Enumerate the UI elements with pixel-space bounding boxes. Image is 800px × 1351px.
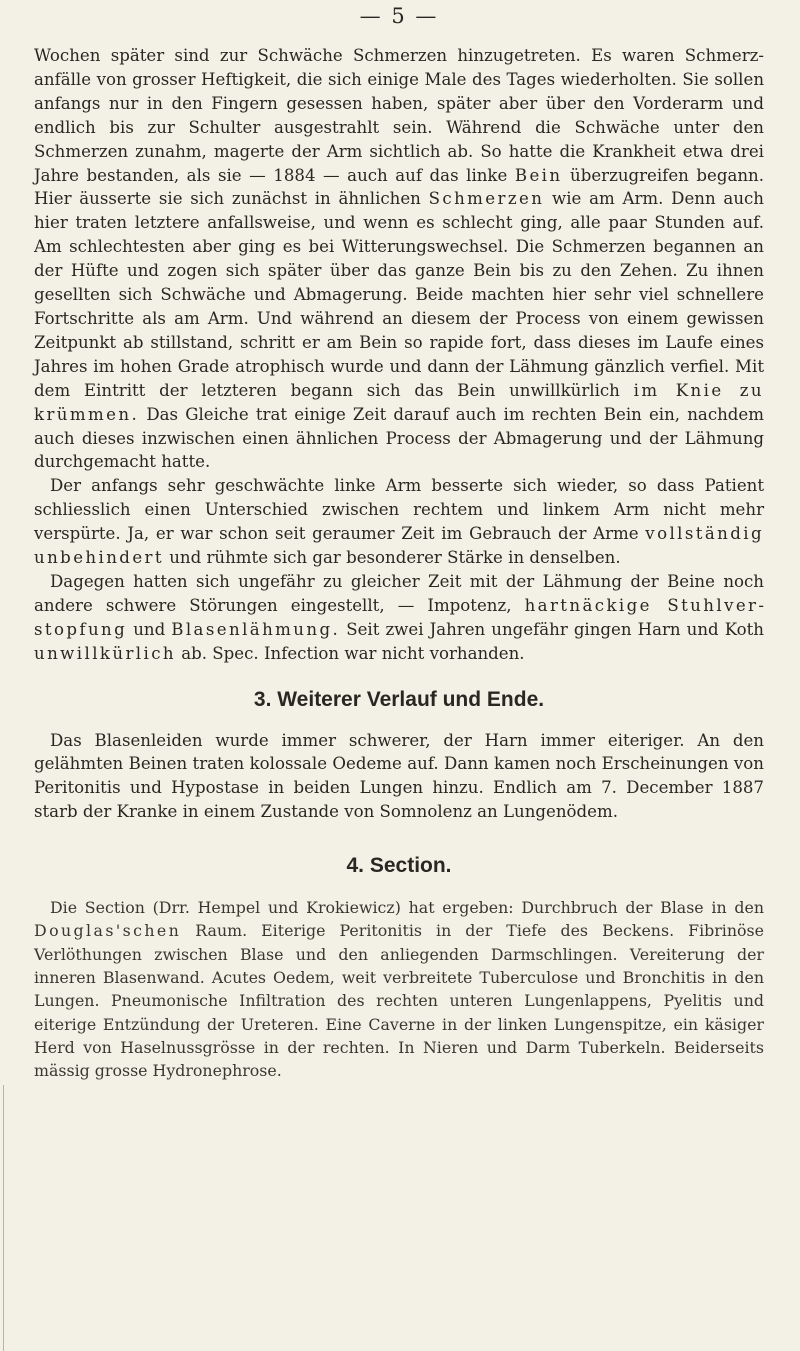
section-heading-4: 4. Section. xyxy=(346,854,452,878)
spaced-emphasis: im Knie zu krümmen. xyxy=(34,380,764,424)
text-run: Die Section (Drr. Hempel und Krokiewicz) hat ergeben: Durchbruch der Blase in den xyxy=(50,898,764,918)
text-run: ab. Spec. Infection war nicht vorhanden. xyxy=(175,643,525,663)
section-3-paragraph: Das Blasenleiden wurde immer schwerer, der Harn immer eiteriger. An den gelähmten Beinen traten kolossale Oedeme auf. Dann kamen noch Erscheinungen von Peritonitis und Hypostase in beiden Lungen hinzu. Endlich am 7. December 1887 starb der Kranke in einem Zustande von Somnolenz an Lungenödem. xyxy=(34,730,764,822)
text-run: wie am Arm. Denn auch hier traten letztere anfallsweise, und wenn es schlecht ging, alle paar Stunden auf. Am schlechtesten aber ging es bei Witterungswechsel. Die Schmerzen begannen an der Hüfte und zogen sich später über das ganze Bein bis zu den Zehen. Zu ihnen gesellten sich Schwäche und Abmagerung. Beide machten hier sehr viel schnellere Fortschritte als am Arm. Und während an diesem der Process von einem gewissen Zeitpunkt ab stillstand, schritt er am Bein so rapide fort, dass dieses im Laufe eines Jahres im hohen Grade atrophisch wurde und dann der Lähmung gänzlich verfiel. Mit dem Eintritt der letzteren begann sich das Bein unwillkürlich xyxy=(34,189,764,400)
body-paragraph-3 xyxy=(34,570,764,666)
page-number: — 5 — xyxy=(359,4,439,28)
text-run: Wochen später sind zur Schwäche Schmerzen hinzugetreten. Es waren Schmerzanfälle von grosser Heftigkeit, die sich einige Male des Tages wiederholten. Sie sollen anfangs nur in den Fingern gesessen haben, später aber über den Vorderarm und endlich bis zur Schulter ausgestrahlt sein. Während die Schwäche unter den Schmerzen zunahm, magerte der Arm sichtlich ab. So hatte die Krankheit etwa drei Jahre bestanden, als sie — 1884 — auch auf das linke xyxy=(34,46,764,185)
text-run: Das Gleiche trat einige Zeit darauf auch im rechten Bein ein, nachdem auch dieses inzwischen einen ähnlichen Process der Abmagerung und der Lähmung durchgemacht hatte. xyxy=(34,404,764,472)
text-run: Seit zwei Jahren ungefähr gingen Harn und Koth xyxy=(340,619,764,639)
section-4-paragraph xyxy=(34,896,764,1082)
spaced-emphasis: hartnäckige Stuhlverstopfung xyxy=(34,595,764,639)
spaced-emphasis: Schmerzen xyxy=(428,189,545,209)
spaced-emphasis: Douglas'schen xyxy=(34,921,182,941)
body-paragraph-2 xyxy=(34,474,764,570)
spaced-emphasis: vollständig unbehindert xyxy=(34,524,764,568)
section-heading-3: 3. Weiterer Verlauf und Ende. xyxy=(253,687,545,711)
spaced-emphasis: Blasenlähmung. xyxy=(171,619,341,639)
text-run: Dagegen hatten sich ungefähr zu gleicher Zeit mit der Lähmung der Beine noch andere schwere Störungen eingestellt, — Impotenz, xyxy=(34,571,764,615)
text-run: und rühmte sich gar besonderer Stärke in denselben. xyxy=(163,548,621,568)
text-run: und xyxy=(127,619,172,639)
spaced-emphasis: unwillkürlich xyxy=(34,643,176,663)
spaced-emphasis: Bein xyxy=(514,165,563,185)
body-paragraph-1 xyxy=(34,44,764,474)
text-run: überzugreifen begann. Hier äusserte sie sich zunächst in ähnlichen xyxy=(34,165,764,209)
text-run: Der anfangs sehr geschwächte linke Arm besserte sich wieder, so dass Patient schliesslich einen Unterschied zwischen rechtem und linkem Arm nicht mehr verspürte. Ja, er war schon seit geraumer Zeit im Gebrauch der Arme xyxy=(34,476,764,544)
text-run: Raum. Eiterige Peritonitis in der Tiefe des Beckens. Fibrinöse Verlöthungen zwischen Blase und den anliegenden Darmschlingen. Vereiterung der inneren Blasenwand. Acutes Oedem, weit verbreitete Tuberculose und Bronchitis in den Lungen. Pneumonische Infiltration des rechten unteren Lungenlappens, Pyelitis und eiterige Entzündung der Ureteren. Eine Caverne in der linken Lungenspitze, ein käsiger Herd von Haselnussgrösse in der rechten. In Nieren und Darm Tuberkeln. Beiderseits mässig grosse Hydronephrose. xyxy=(34,921,764,1081)
page-edge-line xyxy=(3,1085,4,1351)
